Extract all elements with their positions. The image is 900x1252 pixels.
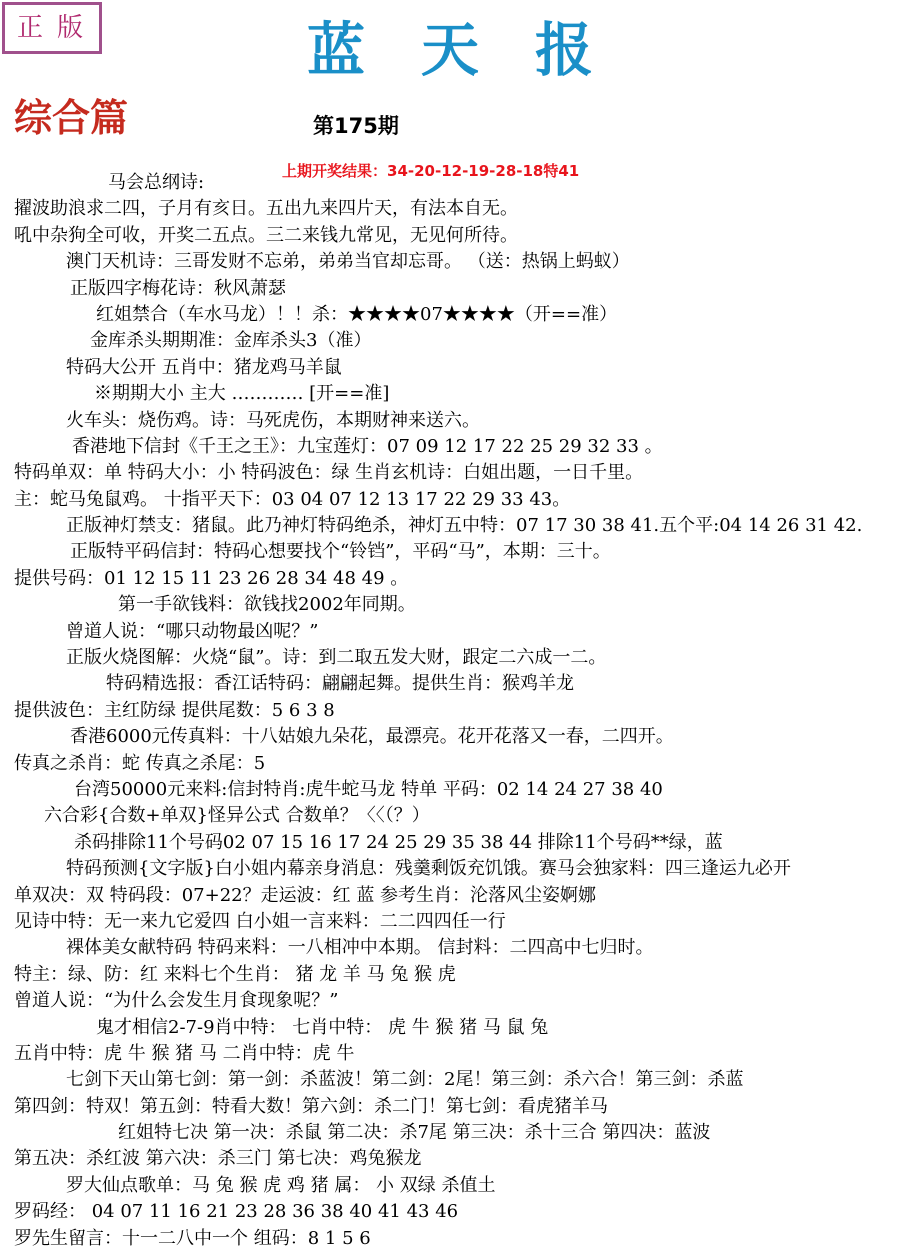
- content-line-text: 香港6000元传真料：十八姑娘九朵花，最漂亮。花开花落又一春，二四开。: [70, 726, 674, 748]
- content-line: [0, 1199, 900, 1225]
- content-line-text: 吼中杂狗全可收，开奖二五点。三二来钱九常见，无见何所待。: [14, 224, 518, 246]
- content-line-text: 金库杀头期期准：金库杀头3（准）: [90, 330, 372, 352]
- content-line: [0, 1067, 900, 1093]
- content-line: [0, 777, 900, 803]
- content-line-text: 鬼才相信2-7-9肖中特： 七肖中特： 虎 牛 猴 猪 马 鼠 兔: [96, 1016, 549, 1038]
- content-line: [0, 592, 900, 618]
- content-line-text: 正版神灯禁支：猪鼠。此乃神灯特码绝杀，神灯五中特：07 17 30 38 41.五个平:04 14 26 31 42.: [66, 515, 863, 537]
- content-line-text: 台湾50000元来料:信封特肖:虎牛蛇马龙 特单 平码：02 14 24 27 38 40: [74, 778, 663, 800]
- content-line: [0, 1015, 900, 1041]
- content-line: [0, 962, 900, 988]
- content-line: [0, 249, 900, 275]
- content-line: [0, 645, 900, 671]
- content-line: [0, 724, 900, 750]
- content-line: [0, 223, 900, 249]
- content-line: [0, 883, 900, 909]
- content-line-text: 正版特平码信封：特码心想要找个“铃铛”，平码“马”，本期：三十。: [70, 541, 611, 563]
- content-line: [0, 196, 900, 222]
- content-line-text: 传真之杀肖：蛇 传真之杀尾：5: [14, 752, 266, 774]
- content-line-text: 罗码经： 04 07 11 16 21 23 28 36 38 40 41 43 46: [14, 1201, 459, 1223]
- content-line: [0, 830, 900, 856]
- content-line-text: 香港地下信封《千王之王》：九宝莲灯：07 09 12 17 22 25 29 32 33 。: [72, 435, 663, 457]
- content-line-text: 提供波色：主红防绿 提供尾数：5 6 3 8: [14, 699, 335, 721]
- content-line: [0, 1226, 900, 1252]
- content-line: [0, 460, 900, 486]
- content-line-text: 红姐禁合（车水马龙）！！杀：★★★★07★★★★（开==准）: [96, 303, 618, 325]
- issue-number: 第175期: [313, 114, 399, 138]
- content-line: [0, 513, 900, 539]
- content-line-text: 曾道人说：“为什么会发生月食现象呢？”: [14, 990, 339, 1012]
- content-line-text: 特码单双：单 特码大小：小 特码波色：绿 生肖玄机诗：白姐出题，一日千里。: [14, 462, 644, 484]
- content-line: [0, 170, 900, 196]
- section-title: 综合篇: [14, 95, 129, 140]
- content-line: [0, 803, 900, 829]
- content-line-text: 第一手欲钱料：欲钱找2002年同期。: [118, 594, 416, 616]
- content-line-text: 提供号码：01 12 15 11 23 26 28 34 48 49 。: [14, 567, 409, 589]
- genuine-badge: 正版: [2, 2, 102, 54]
- content-line: [0, 1094, 900, 1120]
- content-line: [0, 698, 900, 724]
- content-line-text: 特码预测{文字版}白小姐内幕亲身消息：残羹剩饭充饥饿。赛马会独家料：四三逢运九必开: [66, 858, 791, 880]
- content-line: [0, 381, 900, 407]
- content-line-text: 红姐特七决 第一决：杀鼠 第二决：杀7尾 第三决：杀十三合 第四决：蓝波: [118, 1122, 711, 1144]
- content-line: [0, 909, 900, 935]
- content-line-text: 曾道人说：“哪只动物最凶呢？”: [66, 620, 319, 642]
- content-line-text: 正版四字梅花诗：秋风萧瑟: [70, 277, 286, 299]
- content-line: [0, 671, 900, 697]
- content-line-text: 第四剑：特双！第五剑：特看大数！第六剑：杀二门！第七剑：看虎猪羊马: [14, 1095, 608, 1117]
- content-line: [0, 328, 900, 354]
- content-line-text: 罗大仙点歌单：马 兔 猴 虎 鸡 猪 属： 小 双绿 杀值土: [66, 1174, 496, 1196]
- page-title: 蓝天报: [306, 16, 649, 84]
- content-line: [0, 856, 900, 882]
- content-line-text: 特码大公开 五肖中：猪龙鸡马羊鼠: [66, 356, 342, 378]
- content-line-text: 单双决：双 特码段：07+22？走运波：红 蓝 参考生肖：沦落风尘姿婀娜: [14, 884, 597, 906]
- content-line-text: 正版火烧图解：火烧“鼠”。诗：到二取五发大财，跟定二六成一二。: [66, 647, 607, 669]
- content-line-text: 特主：绿、防：红 来料七个生肖： 猪 龙 羊 马 兔 猴 虎: [14, 963, 456, 985]
- content-line-text: 见诗中特：无一来九它爱四 白小姐一言来料：二二四四任一行: [14, 910, 506, 932]
- content-line-text: 特码精选报：香江话特码：翩翩起舞。提供生肖：猴鸡羊龙: [106, 673, 574, 695]
- content-line-text: 马会总纲诗:: [108, 172, 205, 193]
- content-line: [0, 935, 900, 961]
- content-line: [0, 276, 900, 302]
- content-line-text: 罗先生留言：十一二八中一个 组码：8 1 5 6: [14, 1227, 371, 1249]
- content-line: [0, 988, 900, 1014]
- content-line: [0, 1120, 900, 1146]
- content-line: [0, 355, 900, 381]
- content-line: [0, 487, 900, 513]
- content-line-text: 杀码排除11个号码02 07 15 16 17 24 25 29 35 38 44 排除11个号码**绿，蓝: [74, 831, 723, 853]
- content-line: [0, 1041, 900, 1067]
- content-line: [0, 539, 900, 565]
- content-line-text: 七剑下天山第七剑：第一剑：杀蓝波！第二剑：2尾！第三剑：杀六合！第三剑：杀蓝: [66, 1069, 744, 1091]
- last-result: 上期开奖结果：34-20-12-19-28-18特41: [282, 162, 580, 180]
- content-line: [0, 1146, 900, 1172]
- content-line-text: 火车头：烧伤鸡。诗：马死虎伤，本期财神来送六。: [66, 409, 480, 431]
- content-line: [0, 619, 900, 645]
- content-line-text: 主：蛇马兔鼠鸡。 十指平天下：03 04 07 12 13 17 22 29 33 43。: [14, 488, 571, 510]
- content-line: [0, 751, 900, 777]
- content-line: [0, 302, 900, 328]
- content-line-text: 第五决：杀红波 第六决：杀三门 第七决：鸡兔猴龙: [14, 1148, 422, 1170]
- content-line-text: 五肖中特：虎 牛 猴 猪 马 二肖中特：虎 牛: [14, 1042, 355, 1064]
- content-line-text: ※期期大小 主大 ………… [开==准]: [94, 383, 390, 405]
- content-line-text: 擢波助浪求二四，子月有亥日。五出九来四片天，有法本自无。: [14, 198, 518, 220]
- content-line: [0, 566, 900, 592]
- content-line-text: 澳门天机诗：三哥发财不忘弟，弟弟当官却忘哥。 （送：热锅上蚂蚁）: [66, 251, 630, 273]
- content-line: [0, 408, 900, 434]
- content-lines: [0, 170, 900, 1252]
- content-line-text: 六合彩{合数+单双}怪异公式 合数单？〈〈（？）: [44, 805, 430, 827]
- content-line: [0, 434, 900, 460]
- content-line: [0, 1173, 900, 1199]
- content-line-text: 裸体美女献特码 特码来料：一八相冲中本期。 信封料：二四高中七归时。: [66, 937, 654, 959]
